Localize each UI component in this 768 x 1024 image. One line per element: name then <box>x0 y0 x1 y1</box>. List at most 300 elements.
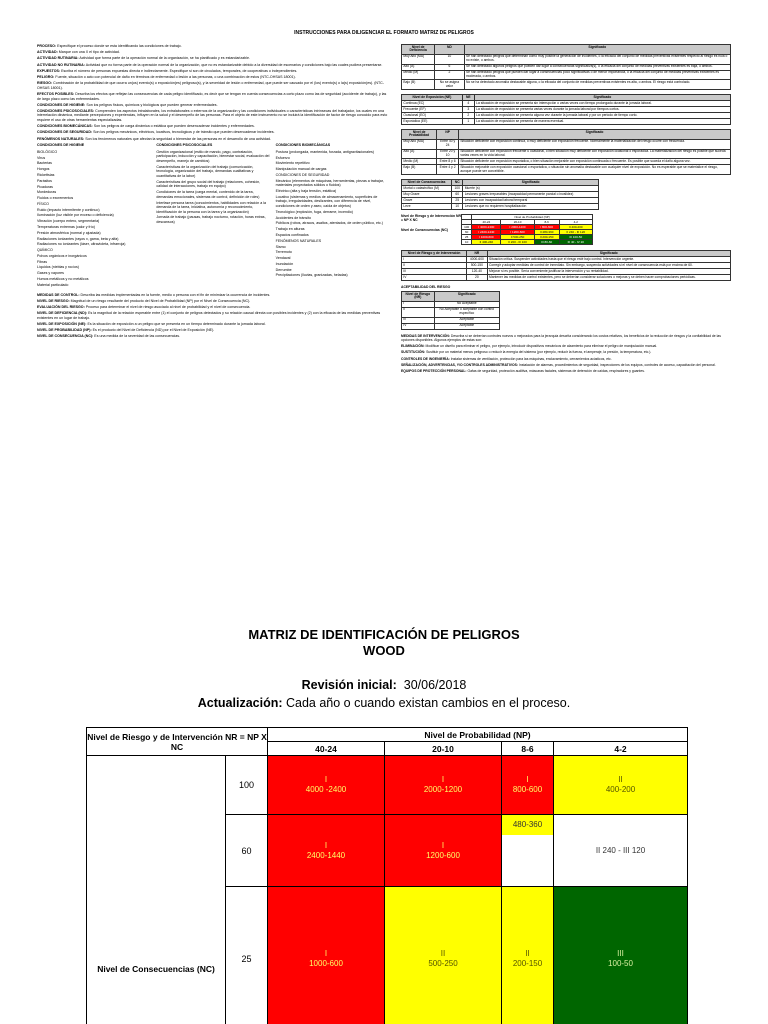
table-row <box>402 80 731 90</box>
np-column-header: 40-24 <box>268 742 385 756</box>
table-cell: Muy Alto (MA) <box>402 139 437 149</box>
definition-term: SEÑALIZACIÓN, ADVERTENCIAS, Y/O CONTROLES ADMINISTRATIVOS: <box>401 363 518 368</box>
risk-cell-range: 480-360 <box>502 815 553 835</box>
hazard-item: Mordeduras <box>37 190 57 195</box>
definition-text: Actividad que forma parte de la operación normal de la organización, se ha planificado y es estandarizable. <box>78 56 250 61</box>
table-cell: I <box>402 257 467 263</box>
deficiency-level-table <box>401 44 731 90</box>
nr-header: Nivel de Riesgo y de Intervención NR = NP X NC <box>87 728 268 756</box>
table-cell: Aceptable <box>434 317 499 323</box>
risk-cell <box>554 756 688 815</box>
risk-cell <box>502 756 554 815</box>
hazard-item: Mecánico (elementos de máquinas, herramientas, piezas a trabajar, materiales proyectados sólidos o fluidos) <box>275 178 384 188</box>
table-header-cell: Nivel de Riesgo (NR) <box>402 291 435 301</box>
risk-cell-level: III <box>617 949 624 958</box>
table-cell: Situación deficiente con exposición frecuente u ocasional, o bien situación muy deficiente con exposición ocasional o esporádica. La materialización del riesgo es posible que suceda varias veces en la vida laboral. <box>458 149 730 159</box>
instructions-title: INSTRUCCIONES PARA DILIGENCIAR EL FORMATO MATRIZ DE PELIGROS <box>294 30 474 36</box>
definition-paragraph <box>37 44 389 49</box>
table-cell: 6 <box>435 64 464 70</box>
definition-text: Instalación de alarmas, procedimientos de seguridad, inspecciones de los equipos, controles de acceso, capacitación del personal. <box>517 363 716 368</box>
hazard-item: Vibración (cuerpo entero, segmentaria) <box>37 219 100 224</box>
definition-text: Magnitud de un riesgo resultante del producto del Nivel de Probabilidad (NP) por el Nivel de Consecuencia (NC). <box>69 298 251 303</box>
probability-level-table <box>401 129 731 175</box>
table-header-cell: Significado <box>487 251 730 257</box>
table-cell: Frecuente (EF) <box>402 107 463 113</box>
table-row <box>402 70 731 80</box>
revision-label: Revisión inicial: <box>301 678 397 692</box>
risk-cell-level: II <box>525 949 530 958</box>
definition-term: NIVEL DE DEFICIENCIA (ND): <box>37 311 88 316</box>
risk-cell-range: 800-600 <box>512 785 543 794</box>
table-cell: 60 <box>452 192 463 198</box>
table-cell: Bajo (B) <box>402 165 437 175</box>
mini-matrix-cell: II 400-240 <box>472 240 501 245</box>
risk-cell-range: 1000-600 <box>309 959 343 968</box>
table-cell: 25 <box>452 198 463 204</box>
definition-term: SUSTITUCIÓN: <box>401 350 426 355</box>
hazard-column-higiene <box>37 143 150 288</box>
table-cell: 4 <box>462 101 474 107</box>
definition-paragraph <box>37 81 389 90</box>
table-row <box>402 165 731 175</box>
definition-paragraph <box>37 322 389 327</box>
hazard-item: Líquidos (nieblas y rocíos) <box>37 265 79 270</box>
hazard-item: Gestión organizacional (estilo de mando, pago, contratación, participación, inducción y capacitación, bienestar social, evaluación del desempeño, manejo de cambios) <box>156 149 270 163</box>
table-cell: Alto (A) <box>402 64 435 70</box>
risk-cell-level: I <box>526 775 529 784</box>
table-cell: Situación deficiente con exposición continua, o muy deficiente con exposición frecuente. Normalmente la materialización del riesgo ocurre con frecuencia. <box>458 139 730 149</box>
mini-matrix-cell: I 800-600 <box>534 225 559 230</box>
hazard-item: Condiciones de la tarea (carga mental, contenido de la tarea, demandas emocionales, sistemas de control, definición de roles) <box>156 190 260 199</box>
table-header-cell: Nivel de Exposición (NE) <box>402 95 463 101</box>
definitions-list-2 <box>37 293 389 339</box>
hazard-item: Presión atmosférica (normal y ajustada) <box>37 230 101 235</box>
table-header-row <box>402 291 500 301</box>
table-cell: Medio (M) <box>402 70 435 80</box>
risk-cell <box>385 887 502 1024</box>
hazard-item: Precipitaciones (lluvias, granizadas, heladas) <box>275 273 348 278</box>
table-cell: Entre 4 y 2 <box>437 165 459 175</box>
hazard-item: Fibras <box>37 259 47 264</box>
mini-matrix-np-label: Nivel de Probabilidad (NP) <box>472 215 593 220</box>
table-cell: Entre 8 y 6 <box>437 159 459 165</box>
mini-matrix-cell: I 1000-600 <box>472 235 501 240</box>
definition-paragraph <box>37 63 389 68</box>
definition-term: NIVEL DE CONSECUENCIA (NC): <box>37 334 94 339</box>
hazard-classification-grid <box>37 143 389 288</box>
risk-cell <box>502 815 554 887</box>
table-cell: 500-150 <box>467 263 487 269</box>
definition-text: Es una medida de la severidad de las consecuencias. <box>93 334 181 339</box>
definition-term: NIVEL DE EXPOSICIÓN (NE): <box>37 321 87 326</box>
risk-cell <box>385 756 502 815</box>
mini-matrix-cell: I 4000-2400 <box>472 225 501 230</box>
revision-date: 30/06/2018 <box>403 678 467 692</box>
update-label: Actualización: <box>197 696 283 710</box>
table-cell: La situación de exposición se presenta varias veces durante la jornada laboral por tiempos cortos. <box>474 107 730 113</box>
table-cell: 1 <box>462 119 474 125</box>
definition-text: Sustituir por un material menos peligroso o reducir la energía del sistema (por ejemplo, reducir la fuerza, el amperaje, la presión, la temperatura, etc.). <box>425 350 652 355</box>
table-header-cell: NR <box>467 251 487 257</box>
risk-cell <box>554 887 688 1024</box>
mini-matrix-cell: II 500-250 <box>501 235 534 240</box>
table-cell: La situación de exposición se presenta sin interrupción o varias veces con tiempo prolongado durante la jornada laboral. <box>474 101 730 107</box>
definition-text: Son los fenómenos naturales que afectan la seguridad o bienestar de las personas en el desarrollo de una actividad. <box>84 136 272 141</box>
definition-text: Combinación de la probabilidad de que ocurra un(os) evento(s) o exposición(es) peligroso(s), y la severidad de lesión o enfermedad, que puede ser causado por el (los) evento(s) o la(s) exposición(es). (NTC-OHSAS 18001). <box>37 81 384 90</box>
definition-paragraph <box>401 369 731 373</box>
hazard-column-psicosocial <box>156 143 269 288</box>
definition-paragraph <box>37 130 389 135</box>
risk-cell-range: 2400-1440 <box>306 850 346 860</box>
definition-text: Comprenden los aspectos intralaborales, los extralaborales o externos de la organización y las condiciones individuales o características intrínsecas del trabajador, los cuales en una interrelación dinámica, mediante percepciones y experiencias, influyen en la salud y el desempeño de las personas. Para el objeto de este instrumento no se incluirá la identificación de factor de riesgo conocido para esto requiere el uso de otras herramientas especializadas. <box>37 108 388 123</box>
table-cell: III <box>402 269 467 275</box>
table-cell: Se han detectado algunos peligros que pueden dar lugar a consecuencias significativa(s), o la eficacia del conjunto de medidas preventivas existentes es baja, o ambos. <box>464 64 730 70</box>
table-header-cell: Significado <box>434 291 499 301</box>
table-cell: Grave <box>402 198 452 204</box>
table-cell: II <box>402 307 435 317</box>
risk-cell-wrap <box>502 815 553 885</box>
definition-paragraph <box>37 56 389 61</box>
table-header-cell: ND <box>435 45 464 55</box>
hazard-item: Derrumbe <box>275 267 292 272</box>
mini-matrix-cell: II 400-200 <box>559 225 592 230</box>
mini-matrix-nc-label: Nivel de Consecuencias (NC) <box>401 228 448 233</box>
hazard-item: Locativo (sistemas y medios de almacenamiento, superficies de trabajo, irregularidades, deslizantes, con diferencia de nivel, condiciones de orden y aseo, caída de objetos) <box>275 194 378 209</box>
table-row <box>402 149 731 159</box>
definition-text: Son los peligros de carga dinámica o estática que pueden desencadenar incidentes y enfermedades. <box>92 124 255 129</box>
nc-value: 60 <box>226 815 268 887</box>
definition-paragraph <box>37 334 389 339</box>
definition-text: Gafas de seguridad, protección auditiva, máscaras faciales, sistemas de detención de caídas, respiradores y guantes. <box>466 369 645 374</box>
mini-matrix-cell: I 2400-1440 <box>472 230 501 235</box>
table-cell: 2 <box>435 70 464 80</box>
mini-risk-matrix <box>401 214 731 245</box>
definition-paragraph <box>37 299 389 304</box>
hazard-item: Terremoto <box>275 250 292 255</box>
hazard-item: Rickettsias <box>37 172 55 177</box>
definition-paragraph <box>37 311 389 320</box>
hazard-item: Características del grupo social del trabajo (relaciones, cohesión, calidad de interacciones, trabajo en equipo) <box>156 179 261 189</box>
definition-term: MEDIDAS DE INTERVENCIÓN: <box>401 333 450 338</box>
risk-cell-range: 500-250 <box>428 959 458 968</box>
mini-matrix-row <box>462 240 593 245</box>
definition-paragraph <box>37 75 389 80</box>
definitions-list-1 <box>37 44 389 141</box>
definition-paragraph <box>37 124 389 129</box>
table-cell: Se han detectado peligros que determinan como muy posible la generación de incidentes, o la eficacia del conjunto de medidas preventivas existentes respecto al riesgo es nula o no existe, o ambos. <box>464 54 730 64</box>
table-header-cell: Significado <box>458 130 730 140</box>
table-row <box>402 139 731 149</box>
np-column-header: 20-10 <box>385 742 502 756</box>
definition-paragraph <box>37 69 389 74</box>
mini-matrix-nc: 10 <box>462 240 472 245</box>
table-cell: 20 <box>467 275 487 281</box>
table-cell: Situación mejorable con exposición ocasional o esporádica, o situación sin anomalía destacable con cualquier nivel de exposición. No es esperable que se materialice el riesgo, aunque puede ser concebible. <box>458 165 730 175</box>
definition-term: ACTIVIDAD NO RUTINARIA: <box>37 62 85 67</box>
definition-text: Es la magnitud de la relación esperable entre (1) el conjunto de peligros detectados y su relación causal directa con posibles incidentes y (2) con la eficacia de las medidas preventivas existentes en un lugar de trabajo. <box>37 311 381 320</box>
nc-row-label: Nivel de Consecuencias (NC) <box>87 756 226 1024</box>
np-column-header: 8-6 <box>502 742 554 756</box>
table-cell: La situación de exposición se presenta alguna vez durante la jornada laboral y por un periodo de tiempo corto. <box>474 113 730 119</box>
table-cell: Medio (M) <box>402 159 437 165</box>
table-cell: III <box>402 317 435 323</box>
table-cell: Mantener las medidas de control existentes, pero se deberían considerar soluciones o mejoras y se deben hacer comprobaciones periódicas. <box>487 275 730 281</box>
definition-text: Proceso para determinar el nivel de riesgo asociado al nivel de probabilidad y el nivel de consecuencia. <box>84 304 251 309</box>
table-cell: 120-40 <box>467 269 487 275</box>
matrix-title-line2: WOOD <box>363 643 405 658</box>
nc-value: 100 <box>226 756 268 815</box>
mini-matrix-col: 4-2 <box>559 220 592 225</box>
definition-term: CONDICIONES DE SEGURIDAD: <box>37 130 93 135</box>
hazard-item: Hongos <box>37 167 50 172</box>
hazard-item: Parásitos <box>37 178 52 183</box>
table-cell: IV <box>402 275 467 281</box>
definition-text: Instalar sistemas de ventilación, protección para las máquinas, enclavamiento, cerramientos acústicos, etc. <box>449 356 612 361</box>
definition-term: CONDICIONES DE HIGIENE: <box>37 102 86 107</box>
table-cell: Muerte (s) <box>463 186 599 192</box>
table-cell: La situación de exposición se presenta de manera eventual. <box>474 119 730 125</box>
hazard-item: CONDICIONES DE SEGURIDAD <box>275 172 330 177</box>
table-cell: Lesiones con incapacidad laboral temporal <box>463 198 599 204</box>
table-cell: Ocasional (EO) <box>402 113 463 119</box>
hazard-item: FENÓMENOS NATURALES <box>275 238 322 243</box>
table-cell: 3 <box>462 107 474 113</box>
hazard-column-header: CONDICIONES DE HIGIENE <box>37 143 85 148</box>
table-header-cell: Nivel de Riesgo y de Intervención <box>402 251 467 257</box>
table-cell: Aceptable <box>434 323 499 329</box>
risk-cell <box>268 815 385 887</box>
definition-text: Son los peligros físicos, químicos y biológicos que pueden generar enfermedades. <box>85 102 218 107</box>
definition-text: Describa los efectos que reflejan las consecuencias de cada peligro identificado, es decir que se tengan en cuenta consecuencias a corto plazo como las de seguridad (accidente de trabajo), y las de largo plazo como las enfermedades. <box>37 91 387 101</box>
table-cell: Muy Grave <box>402 192 452 198</box>
definition-term: ELIMINACIÓN: <box>401 343 425 348</box>
definition-text: Marque con una X el tipo de actividad. <box>57 50 120 55</box>
table-cell: Lesiones graves irreparables (incapacidad permanente parcial o invalidez) <box>463 192 599 198</box>
definition-term: FENÓMENOS NATURALES: <box>37 136 85 141</box>
risk-cell <box>268 756 385 815</box>
table-cell: Entre 20 y 10 <box>437 149 459 159</box>
definition-text: Describa si se deberían controles nuevos o mejorados para la jerarquía descrita considerando los costos relativos, los beneficios de la reducción de riesgos y la confiabilidad de las opciones disponibles. Algunos ejemplos de estas son: <box>401 333 721 342</box>
hazard-item: BIOLÓGICO <box>37 149 58 154</box>
hazard-item: Picaduras <box>37 184 53 189</box>
hazard-item: Espacios confinados <box>275 232 309 237</box>
hazard-item: Jornada de trabajo (pausas, trabajo nocturno, rotación, horas extras, descansos) <box>156 215 266 225</box>
hazard-item: Trabajo en alturas <box>275 227 305 232</box>
table-cell: II <box>402 263 467 269</box>
definition-text: Escriba el número de personas expuestas directa e indirectamente. Especifique si son de circulados, temporales, de cooperativas o independientes. <box>60 68 298 73</box>
mini-matrix-cell: II 200 - III 100 <box>501 240 534 245</box>
risk-cell-range: 100-50 <box>608 959 633 968</box>
table-row <box>402 323 500 329</box>
table-header-cell: Significado <box>474 95 730 101</box>
definition-paragraph <box>401 363 731 367</box>
definition-text: Fuente, situación o acto con potencial de daño en términos de enfermedad o lesión a las personas, o una combinación de estos (NTC-OHSAS 18001). <box>54 74 296 79</box>
definition-term: NIVEL DE RIESGO: <box>37 298 70 303</box>
definition-term: CONDICIONES BIOMECÁNICAS: <box>37 124 93 129</box>
table-cell: Entre 40 y 24 <box>437 139 459 149</box>
definition-term: ACTIVIDAD RUTINARIA: <box>37 56 79 61</box>
table-cell: Alto (A) <box>402 149 437 159</box>
hazard-column-header: CONDICIONES BIOMECÁNICAS <box>275 143 331 148</box>
hazard-item: Públicos (robos, atracos, asaltos, atentados, de orden público, etc.) <box>275 221 383 226</box>
definition-paragraph <box>37 103 389 108</box>
definitions-list-3 <box>401 334 731 374</box>
risk-cell-level: I <box>324 840 328 850</box>
table-header-cell: NC <box>452 180 463 186</box>
table-cell: Muy Alto (MA) <box>402 54 435 64</box>
risk-cell-level: I <box>324 949 328 958</box>
revision-block <box>0 676 768 712</box>
table-header-cell: NP <box>437 130 459 140</box>
table-row <box>402 307 500 317</box>
definition-term: ACTIVIDAD: <box>37 50 58 55</box>
risk-cell-range: 400-200 <box>605 785 636 794</box>
hazard-item: Ruido (impacto intermitente y continuo) <box>37 207 100 212</box>
mini-matrix-cell: III 100-50 <box>559 235 592 240</box>
risk-cell-level: II <box>440 949 446 958</box>
matrix-title <box>0 627 768 659</box>
definition-term: RIESGO: <box>37 81 53 86</box>
definition-paragraph <box>401 350 731 354</box>
definition-term: PROCESO: <box>37 44 57 48</box>
definition-text: Actividad que no forma parte de la operación normal de la organización, que no es estandarizable debido a la diversidad de escenarios y condiciones bajo las cuales pudiera presentarse. <box>84 62 383 67</box>
risk-cell-range: 2000-1200 <box>423 785 463 794</box>
risk-cell <box>502 887 554 1024</box>
matrix-title-line1: MATRIZ DE IDENTIFICACIÓN DE PELIGROS <box>248 627 520 642</box>
hazard-item: Sismo <box>275 244 286 249</box>
hazard-item: Movimiento repetitivo <box>275 161 310 166</box>
definition-text: Es la situación de exposición a un peligro que se presenta en un tiempo determinado durante la jornada laboral. <box>86 321 266 326</box>
table-row <box>402 204 599 210</box>
definition-term: EVALUACIÓN DEL RIESGO: <box>37 304 85 309</box>
table-cell: 4000-600 <box>467 257 487 263</box>
definition-text: Modificar un diseño para eliminar el peligro, por ejemplo, introducir dispositivos mecánicos de alzamiento para eliminar el peligro de manipulación manual. <box>424 343 658 348</box>
table-cell: Continua (EC) <box>402 101 463 107</box>
table-cell: 100 <box>452 186 463 192</box>
definition-text: Es el producto del Nivel de Deficiencia (ND) por el Nivel de Exposición (NE). <box>91 328 215 333</box>
definition-paragraph <box>37 109 389 123</box>
table-header-cell: Nivel de Deficiencia <box>402 45 435 55</box>
risk-matrix-table <box>86 727 688 1024</box>
definition-term: EFECTOS POSIBLES: <box>37 91 75 96</box>
hazard-item: Polvos orgánicos e inorgánicos <box>37 253 87 258</box>
hazard-item: Inundación <box>275 261 294 266</box>
hazard-item: Características de la organización del trabajo (comunicación, tecnología, organización del trabajo, demandas cualitativas y cuantitativas de la labor) <box>156 164 254 178</box>
hazard-item: Manipulación manual de cargas <box>275 167 327 172</box>
definition-paragraph <box>401 334 731 342</box>
hazard-item: QUÍMICO <box>37 248 53 253</box>
table-cell: Situación deficiente con exposición esporádica, o bien situación mejorable con exposición continuada o frecuente. Es posible que suceda el daño alguna vez. <box>458 159 730 165</box>
risk-cell-level: I <box>441 775 445 784</box>
mini-matrix-cell: II 480-360 <box>534 230 559 235</box>
mini-matrix-nc: 25 <box>462 235 472 240</box>
risk-matrix-row <box>87 756 688 815</box>
risk-cell-range: 4000 -2400 <box>305 785 347 794</box>
consequence-level-table <box>401 179 599 210</box>
mini-matrix-cell: I 1200-600 <box>501 230 534 235</box>
risk-cell <box>268 887 385 1024</box>
table-cell: Bajo (B) <box>402 80 435 90</box>
mini-matrix-cell: III 40 - IV 20 <box>559 240 592 245</box>
definition-term: NIVEL DE PROBABILIDAD (NP): <box>37 328 92 333</box>
instructions-right-column <box>401 44 731 376</box>
table-header-cell: Nivel de Probabilidad <box>402 130 437 140</box>
table-row <box>402 119 731 125</box>
hazard-item: Accidentes de tránsito <box>275 215 312 220</box>
mini-matrix-cell: I 2000-1200 <box>501 225 534 230</box>
table-cell: No se asigna valor <box>435 80 464 90</box>
table-cell: Esporádica (EE) <box>402 119 463 125</box>
mini-matrix-nc: 60 <box>462 230 472 235</box>
definition-paragraph <box>37 137 389 142</box>
definition-term: MEDIDAS DE CONTROL: <box>37 292 80 297</box>
hazard-item: Postura (prolongada, mantenida, forzada, antigravitacionales) <box>275 149 374 154</box>
mini-matrix-col: 40-24 <box>472 220 501 225</box>
hazard-item: Virus <box>37 155 46 160</box>
table-cell: 2 <box>462 113 474 119</box>
hazard-item: Bacterias <box>37 161 52 166</box>
table-cell: 10 <box>435 54 464 64</box>
hazard-item: Gases y vapores <box>37 271 64 276</box>
hazard-item: FÍSICO <box>37 201 49 206</box>
table-cell: Situación crítica. Suspender actividades hasta que el riesgo esté bajo control. Intervención urgente. <box>487 257 730 263</box>
mini-matrix-table <box>461 214 593 245</box>
definition-paragraph <box>401 344 731 348</box>
mini-matrix-cell: III 80-60 <box>534 240 559 245</box>
hazard-item: Vendaval <box>275 256 291 261</box>
table-cell: Lesiones que no requieren hospitalización <box>463 204 599 210</box>
table-header-cell: Significado <box>464 45 730 55</box>
risk-cell-level: I <box>324 775 328 784</box>
definition-text: Son los peligros mecánicos, eléctricos, locativos, tecnológicos y de tránsito que pueden desencadenar incidentes. <box>92 130 275 135</box>
mini-matrix-title: Nivel de Riesgo y de Intervención NR = NP X NC <box>401 214 461 223</box>
table-header-cell: Significado <box>463 180 599 186</box>
risk-cell-level: I <box>441 840 445 850</box>
definition-paragraph <box>37 328 389 333</box>
hazard-item: Radiaciones ionizantes (rayos x, gama, beta y alfa) <box>37 236 119 241</box>
definition-paragraph <box>37 293 389 298</box>
table-header-cell: NE <box>462 95 474 101</box>
mini-matrix-nc: 100 <box>462 225 472 230</box>
hazard-item: Humos metálicos y no metálicos <box>37 277 89 281</box>
definition-text: Describa las medidas implementadas en la fuente, medio o persona con el fin de minimizar la ocurrencia de incidentes. <box>79 292 271 297</box>
risk-cell <box>554 815 688 887</box>
update-text: Cada año o cuando existan cambios en el proceso. <box>286 696 571 710</box>
hazard-item: Radiaciones no ionizantes (láser, ultravioleta, infrarroja) <box>37 242 126 247</box>
risk-cell <box>385 815 502 887</box>
table-row <box>402 275 731 281</box>
table-cell: IV <box>402 323 435 329</box>
nc-value: 25 <box>226 887 268 1024</box>
definition-paragraph <box>37 305 389 310</box>
definition-term: CONTROLES DE INGENIERÍA: <box>401 356 450 361</box>
mini-matrix-cell: II 240 - III 120 <box>559 230 592 235</box>
acceptability-table <box>401 291 500 330</box>
hazard-item: Fluidos o excrementos <box>37 196 74 201</box>
table-cell: No Aceptable <box>434 301 499 307</box>
table-row <box>402 54 731 64</box>
hazard-item: Esfuerzo <box>275 155 290 160</box>
mini-matrix-col: 20-10 <box>501 220 534 225</box>
table-header-row <box>402 45 731 55</box>
definition-term: EQUIPOS DE PROTECCIÓN PERSONAL: <box>401 369 467 374</box>
table-cell: I <box>402 301 435 307</box>
risk-level-table <box>401 250 731 281</box>
hazard-item: Temperaturas extremas (calor y frío) <box>37 224 95 229</box>
risk-cell-range: 1200-600 <box>426 850 460 860</box>
table-cell: No se ha detectado anomalía destacable alguna, o la eficacia del conjunto de medidas preventivas existentes es alta, o ambos. El riesgo está controlado. <box>464 80 730 90</box>
definition-term: PELIGRO: <box>37 74 55 79</box>
